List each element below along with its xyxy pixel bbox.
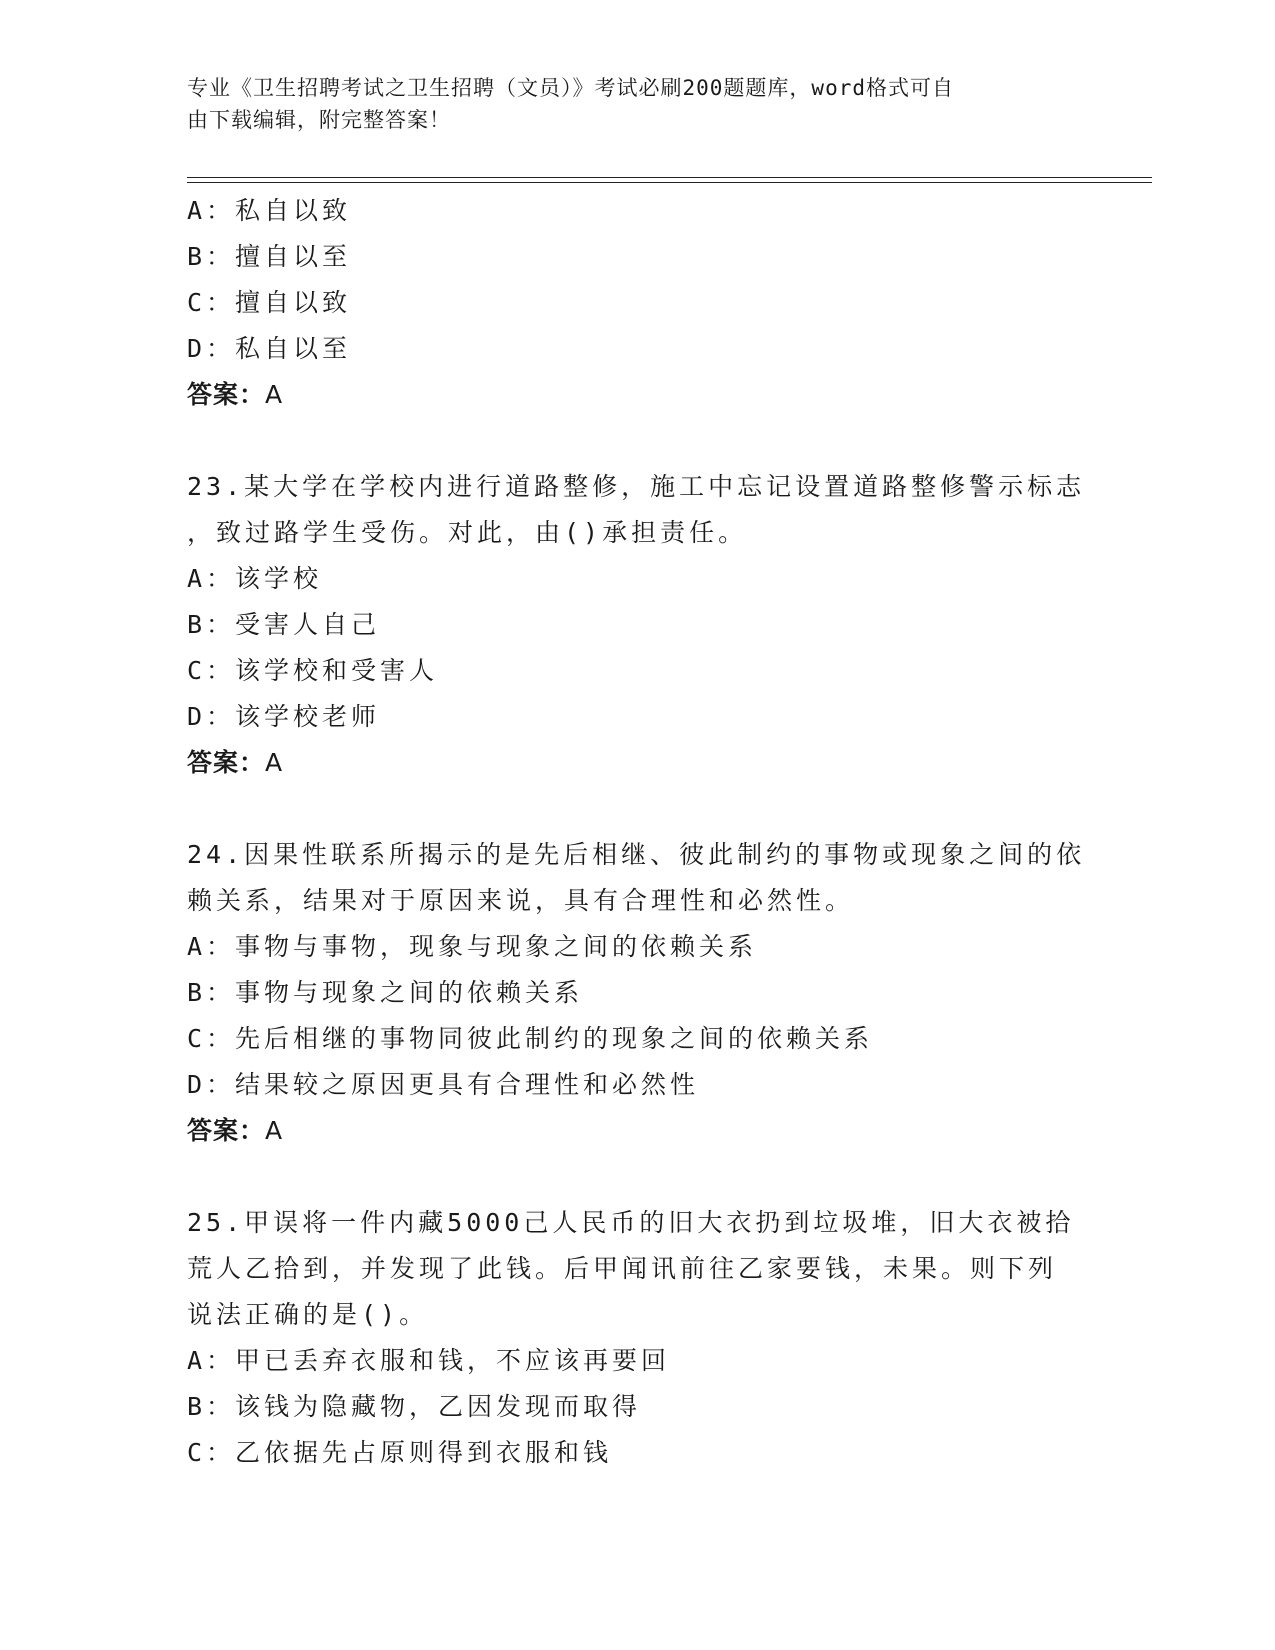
header-divider-top xyxy=(187,177,1152,178)
header-divider-bottom xyxy=(187,182,1152,183)
answer-line xyxy=(187,1108,1087,1154)
header-line-2: 由下载编辑，附完整答案！ xyxy=(187,108,451,132)
option-c: C：该学校和受害人 xyxy=(187,656,439,685)
option-a: A：甲已丢弃衣服和钱，不应该再要回 xyxy=(187,1346,671,1375)
option-b: B：擅自以至 xyxy=(187,242,352,271)
option-b: B：事物与现象之间的依赖关系 xyxy=(187,978,584,1007)
option-b: B：受害人自己 xyxy=(187,610,381,639)
option-d: D：私自以至 xyxy=(187,334,352,363)
question-stem: 23.某大学在学校内进行道路整修，施工中忘记设置道路整修警示标志 xyxy=(187,472,1086,501)
option-c: C：擅自以致 xyxy=(187,288,352,317)
answer-value: A xyxy=(265,748,284,777)
option-d: D：结果较之原因更具有合理性和必然性 xyxy=(187,1070,700,1099)
answer-value: A xyxy=(265,1116,284,1145)
answer-label: 答案： xyxy=(187,1116,266,1145)
question-stem: ，致过路学生受伤。对此，由()承担责任。 xyxy=(187,518,748,547)
question-stem: 荒人乙拾到，并发现了此钱。后甲闻讯前往乙家要钱，未果。则下列 xyxy=(187,1254,1058,1283)
option-a: A：事物与事物，现象与现象之间的依赖关系 xyxy=(187,932,758,961)
answer-value: A xyxy=(265,380,284,409)
question-stem: 24.因果性联系所揭示的是先后相继、彼此制约的事物或现象之间的依 xyxy=(187,840,1086,869)
question-25 xyxy=(187,1200,1087,1476)
question-stem: 赖关系，结果对于原因来说，具有合理性和必然性。 xyxy=(187,886,855,915)
option-a: A：私自以致 xyxy=(187,196,352,225)
answer-label: 答案： xyxy=(187,748,266,777)
question-22 xyxy=(187,188,1087,418)
question-stem: 说法正确的是()。 xyxy=(187,1300,429,1329)
question-list xyxy=(187,188,1087,1476)
document-header xyxy=(187,72,1087,136)
header-line-1: 专业《卫生招聘考试之卫生招聘（文员）》考试必刷200题题库，word格式可自 xyxy=(187,76,954,100)
option-a: A：该学校 xyxy=(187,564,323,593)
option-c: C：先后相继的事物同彼此制约的现象之间的依赖关系 xyxy=(187,1024,874,1053)
answer-line xyxy=(187,372,1087,418)
answer-label: 答案： xyxy=(187,380,266,409)
question-23 xyxy=(187,464,1087,786)
option-b: B：该钱为隐藏物，乙因发现而取得 xyxy=(187,1392,642,1421)
answer-line xyxy=(187,740,1087,786)
option-d: D：该学校老师 xyxy=(187,702,381,731)
question-24 xyxy=(187,832,1087,1154)
option-c: C：乙依据先占原则得到衣服和钱 xyxy=(187,1438,613,1467)
question-stem: 25.甲误将一件内藏5000己人民币的旧大衣扔到垃圾堆，旧大衣被拾 xyxy=(187,1208,1075,1237)
